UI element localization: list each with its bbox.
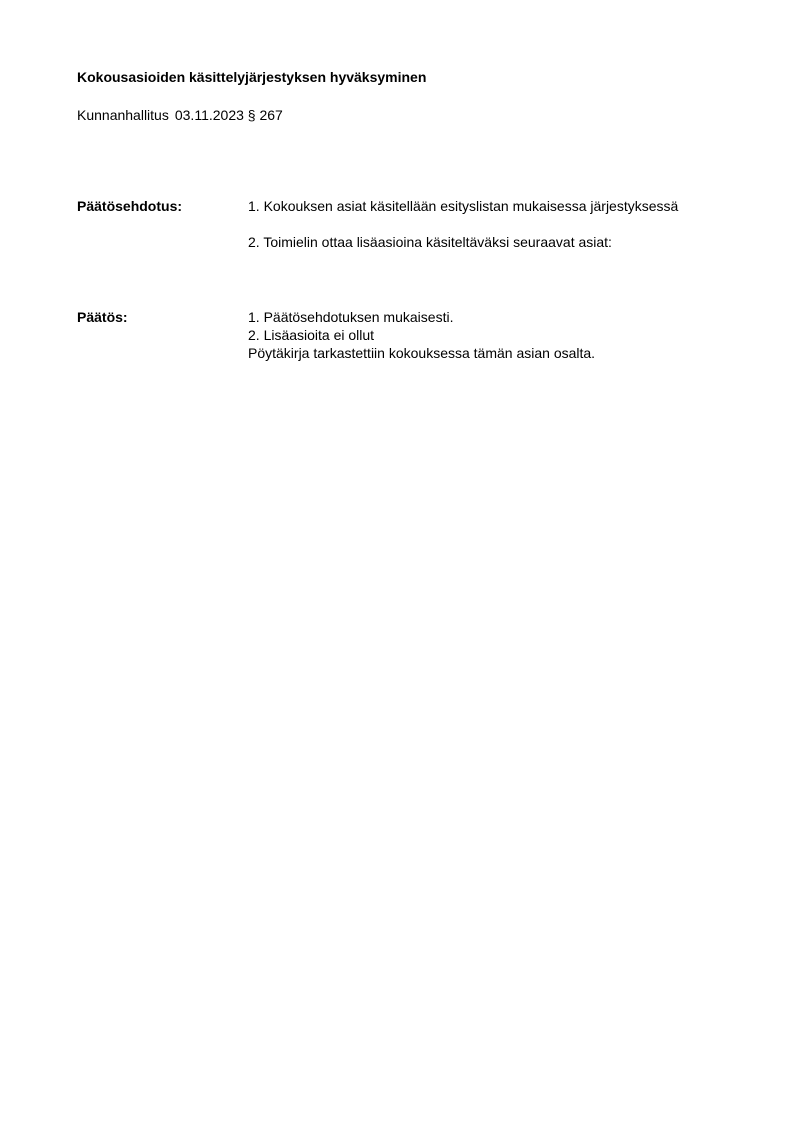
proposal-label: Päätösehdotus: xyxy=(77,198,183,214)
proposal-content xyxy=(248,197,688,251)
document-title: Kokousasioiden käsittelyjärjestyksen hyväksyminen xyxy=(77,69,427,85)
decision-label: Päätös: xyxy=(77,309,128,325)
meeting-section: § 267 xyxy=(247,107,283,123)
meeting-info xyxy=(77,106,283,124)
meeting-body: Kunnanhallitus xyxy=(77,107,169,123)
meeting-date: 03.11.2023 xyxy=(174,107,244,123)
proposal-item: 2. Toimielin ottaa lisäasioina käsiteltäväksi seuraavat asiat: xyxy=(248,234,612,250)
proposal-item: 1. Kokouksen asiat käsitellään esityslistan mukaisessa järjestyksessä xyxy=(248,198,679,214)
decision-line: 1. Päätösehdotuksen mukaisesti. xyxy=(248,309,454,325)
decision-content xyxy=(248,308,688,362)
decision-line: Pöytäkirja tarkastettiin kokouksessa tämän asian osalta. xyxy=(248,345,596,361)
decision-line: 2. Lisäasioita ei ollut xyxy=(248,327,375,343)
